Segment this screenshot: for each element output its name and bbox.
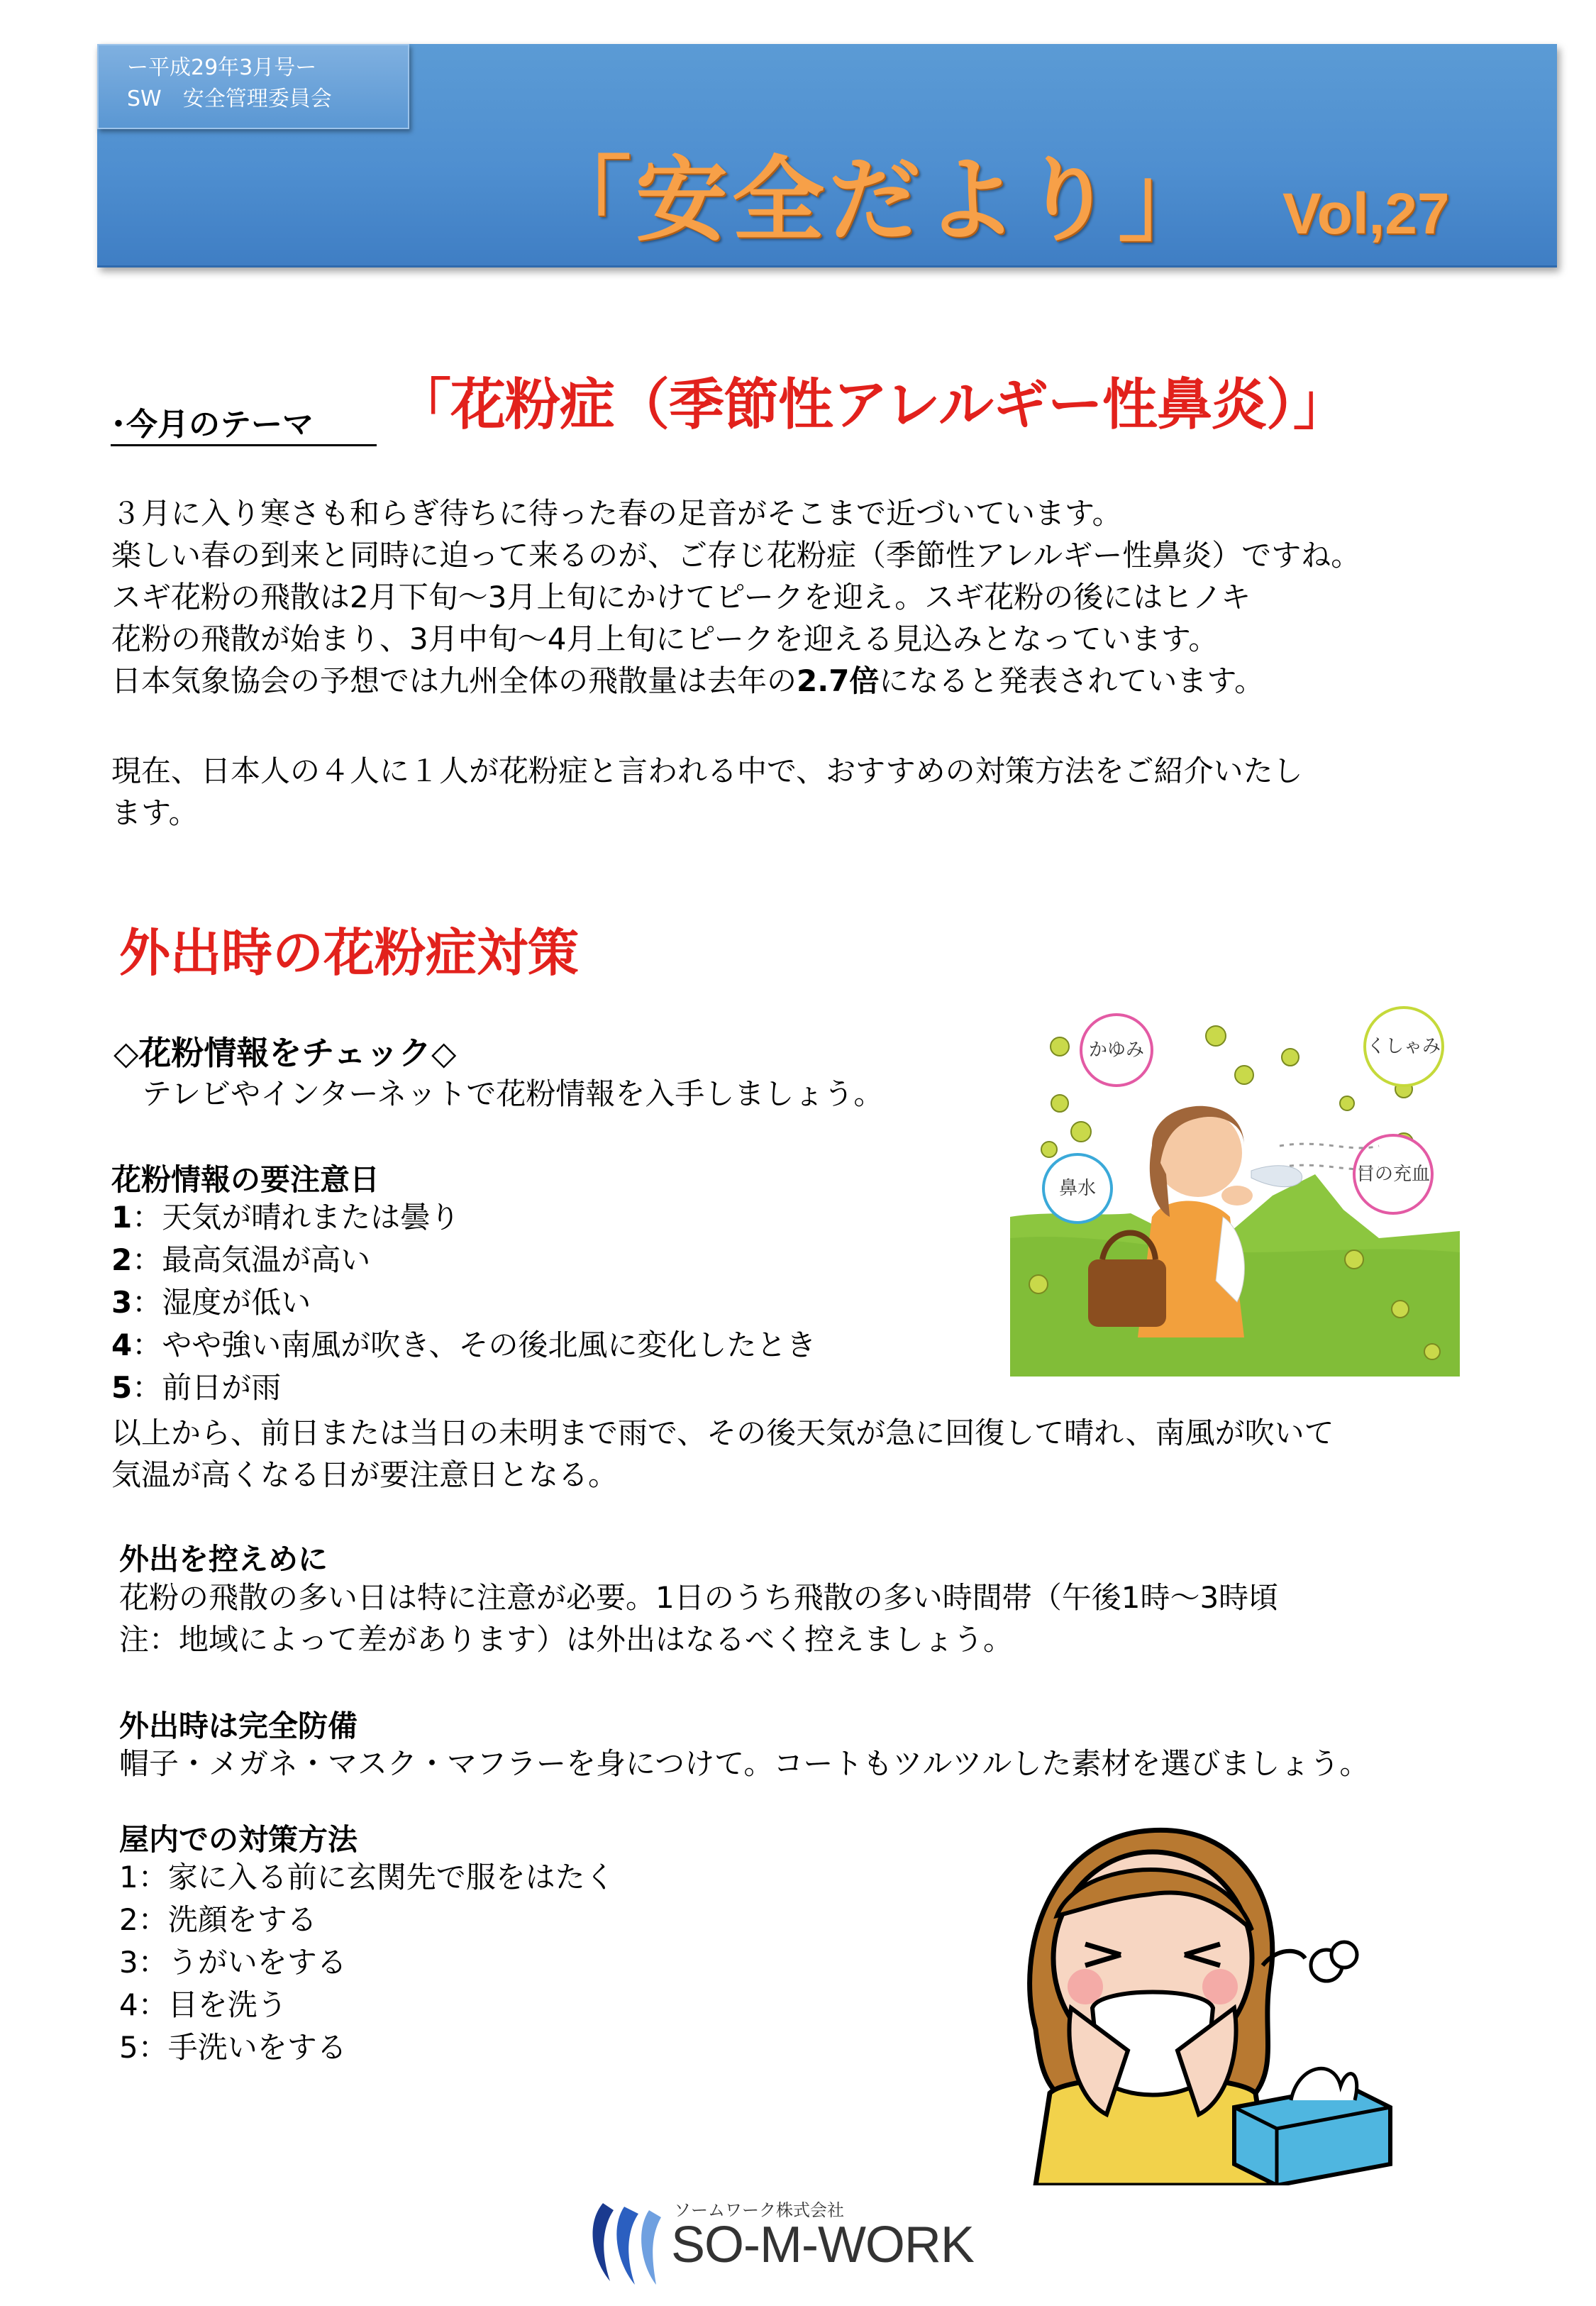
intro-line <box>111 660 1361 702</box>
intro-line: スギ花粉の飛散は2月下旬～3月上旬にかけてピークを迎え。スギ花粉の後にはヒノキ <box>111 580 1251 614</box>
summary-line: 以上から、前日または当日の未明まで雨で、その後天気が急に回復して晴れ、南風が吹いて <box>111 1416 1334 1450</box>
check-heading: ◇花粉情報をチェック◇ <box>113 1034 457 1072</box>
intro-highlight: 2.7倍 <box>797 663 880 698</box>
item-text: ：天気が晴れまたは曇り <box>132 1200 460 1235</box>
refrain-heading: 外出を控えめに <box>119 1542 328 1577</box>
committee-name: SW 安全管理委員会 <box>127 87 332 111</box>
intro-line: 現在、日本人の４人に１人が花粉症と言われる中で、おすすめの対策方法をご紹介いたし <box>111 754 1303 788</box>
company-name-jp: ソームワーク株式会社 <box>674 2200 844 2220</box>
intro-line: ます。 <box>111 795 199 830</box>
issue-date: ー平成29年3月号ー <box>127 55 317 80</box>
company-name-en: SO-M-WORK <box>671 2217 974 2273</box>
item-text: ：湿度が低い <box>132 1285 311 1320</box>
refrain-line: 花粉の飛散の多い日は特に注意が必要。1日のうち飛散の多い時間帯（午後1時～3時頃 <box>119 1580 1279 1615</box>
indoor-item: 1：家に入る前に玄関先で服をはたく <box>119 1860 615 1894</box>
protect-text: 帽子・メガネ・マスク・マフラーを身につけて。コートもツルツルした素材を選びましょう。 <box>119 1746 1370 1781</box>
caution-item <box>111 1239 816 1281</box>
item-text: ：やや強い南風が吹き、その後北風に変化したとき <box>132 1328 816 1362</box>
bubble-label: 鼻水 <box>1058 1178 1097 1199</box>
check-text: テレビやインターネットで花粉情報を入手しましょう。 <box>142 1076 884 1111</box>
indoor-heading: 屋内での対策方法 <box>119 1822 358 1857</box>
hay-fever-woman-illustration <box>1010 1004 1460 1377</box>
indoor-list <box>119 1856 615 2069</box>
section-heading-outdoor: 外出時の花粉症対策 <box>119 923 580 983</box>
summary-line: 気温が高くなる日が要注意日となる。 <box>111 1457 619 1492</box>
newsletter-title: 「安全だより」 <box>539 146 1215 254</box>
caution-heading: 花粉情報の要注意日 <box>111 1162 380 1197</box>
intro-paragraph <box>111 492 1361 702</box>
item-text: ：前日が雨 <box>132 1370 282 1405</box>
intro-line: ３月に入り寒さも和らぎ待ちに待った春の足音がそこまで近づいています。 <box>111 496 1122 531</box>
intro-paragraph-2 <box>111 750 1303 834</box>
refrain-text <box>119 1577 1278 1660</box>
protect-heading: 外出時は完全防備 <box>119 1709 358 1743</box>
item-number: 4 <box>111 1328 133 1362</box>
item-number: 2 <box>111 1242 133 1277</box>
indoor-item: 2：洗顔をする <box>119 1902 317 1937</box>
caution-item <box>111 1324 816 1367</box>
issue-info-box <box>97 44 409 129</box>
intro-line: 花粉の飛散が始まり、3月中旬～4月上旬にピークを迎える見込みとなっています。 <box>111 622 1219 656</box>
logo-mark-icon <box>582 2196 667 2288</box>
caution-item <box>111 1281 816 1324</box>
indoor-item: 3：うがいをする <box>119 1945 347 1980</box>
caution-item <box>111 1196 816 1239</box>
theme-title: 「花粉症（季節性アレルギー性鼻炎）」 <box>396 373 1348 437</box>
caution-item <box>111 1367 816 1409</box>
item-text: ：最高気温が高い <box>132 1242 371 1277</box>
caution-summary <box>111 1412 1334 1496</box>
company-logo <box>582 2196 1014 2292</box>
bubble-label: かゆみ <box>1088 1039 1145 1061</box>
refrain-line: 注：地域によって差があります）は外出はなるべく控えましょう。 <box>119 1622 1014 1657</box>
bubble-label: 目の充血 <box>1356 1164 1431 1185</box>
volume-number: Vol,27 <box>1282 182 1450 246</box>
intro-text: 日本気象協会の予想では九州全体の飛散量は去年の <box>111 663 797 698</box>
item-number: 5 <box>111 1370 133 1405</box>
theme-label: ･今月のテーマ <box>111 399 377 446</box>
sneezing-girl-illustration <box>1007 1795 1404 2185</box>
bubble-label: くしゃみ <box>1366 1036 1441 1057</box>
indoor-item: 4：目を洗う <box>119 1987 287 2022</box>
caution-list <box>111 1196 816 1409</box>
item-number: 1 <box>111 1200 133 1235</box>
item-number: 3 <box>111 1285 133 1320</box>
intro-text: になると発表されています。 <box>879 663 1265 698</box>
indoor-item: 5：手洗いをする <box>119 2030 347 2065</box>
intro-line: 楽しい春の到来と同時に迫って来るのが、ご存じ花粉症（季節性アレルギー性鼻炎）ですね。 <box>111 538 1361 573</box>
